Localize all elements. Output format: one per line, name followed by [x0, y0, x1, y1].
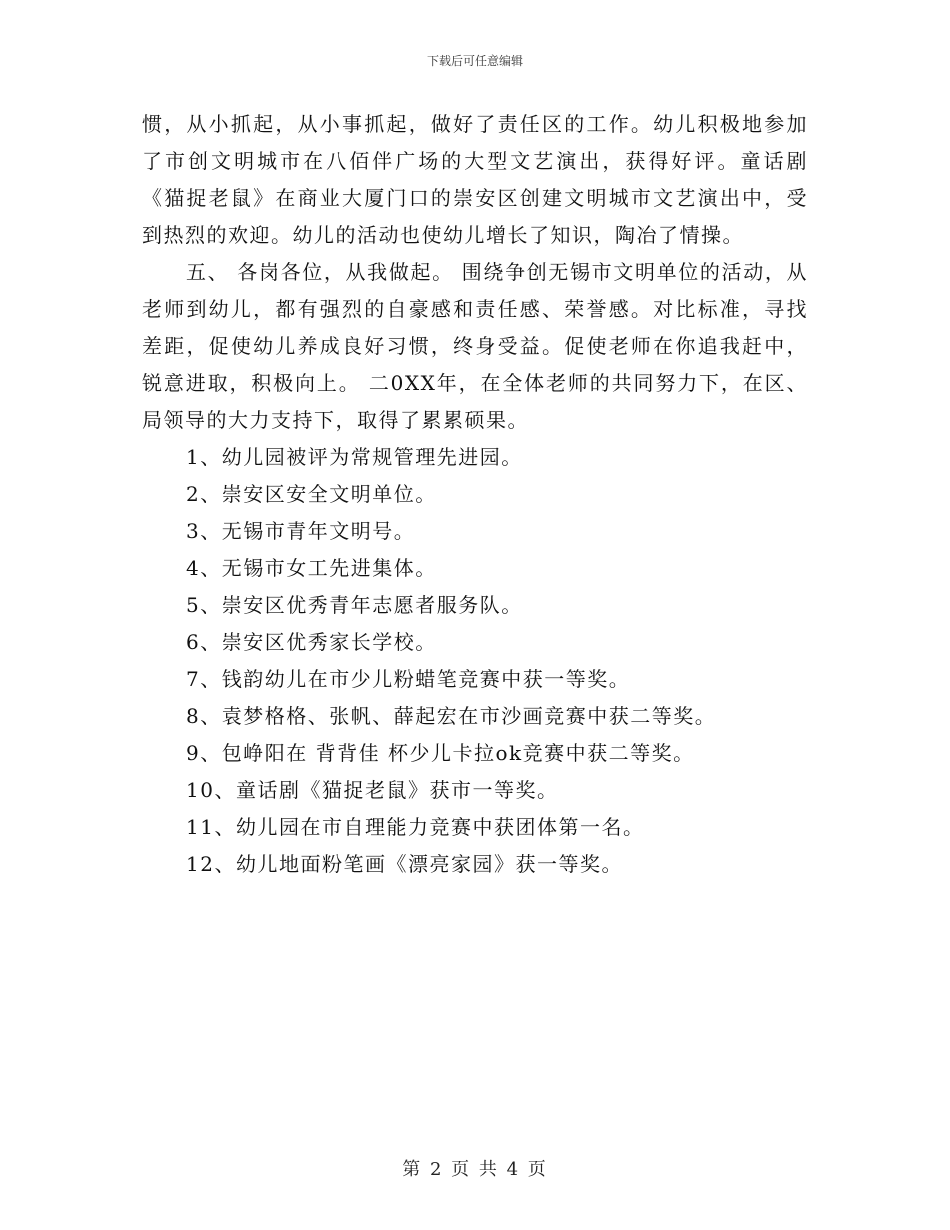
list-item: 6、崇安区优秀家长学校。	[186, 630, 437, 654]
list-item: 8、袁梦格格、张帆、薛起宏在市沙画竞赛中获二等奖。	[186, 704, 717, 728]
list-item: 10、童话剧《猫捉老鼠》获市一等奖。	[186, 778, 559, 802]
list-item: 11、幼儿园在市自理能力竞赛中获团体第一名。	[186, 815, 645, 839]
list-item: 7、钱韵幼儿在市少儿粉蜡笔竞赛中获一等奖。	[186, 667, 631, 691]
list-item: 4、无锡市女工先进集体。	[186, 556, 437, 580]
list-item: 1、幼儿园被评为常规管理先进园。	[186, 445, 523, 469]
list-item: 5、崇安区优秀青年志愿者服务队。	[186, 593, 523, 617]
document-body	[142, 106, 808, 883]
paragraph-section-five: 五、 各岗各位，从我做起。 围绕争创无锡市文明单位的活动，从老师到幼儿，都有强烈的自豪感和责任感、荣誉感。对比标准，寻找差距，促使幼儿养成良好习惯，终身受益。促使老师在你追我赶中，锐意进取，积极向上。 二0XX年，在全体老师的共同努力下，在区、局领导的大力支持下，取得了累累硕果。	[142, 260, 808, 432]
page-number-footer: 第 2 页 共 4 页	[402, 1159, 548, 1180]
list-item: 3、无锡市青年文明号。	[186, 519, 416, 543]
page-header-note: 下载后可任意编辑	[426, 54, 523, 68]
paragraph-activities: 惯，从小抓起，从小事抓起，做好了责任区的工作。幼儿积极地参加了市创文明城市在八佰伴广场的大型文艺演出，获得好评。童话剧《猫捉老鼠》在商业大厦门口的崇安区创建文明城市文艺演出中，受到热烈的欢迎。幼儿的活动也使幼儿增长了知识，陶冶了情操。	[142, 112, 808, 247]
achievement-list	[142, 439, 808, 883]
list-item: 9、包峥阳在 背背佳 杯少儿卡拉ok竞赛中获二等奖。	[186, 741, 695, 765]
list-item: 2、崇安区安全文明单位。	[186, 482, 437, 506]
list-item: 12、幼儿地面粉笔画《漂亮家园》获一等奖。	[186, 852, 623, 876]
